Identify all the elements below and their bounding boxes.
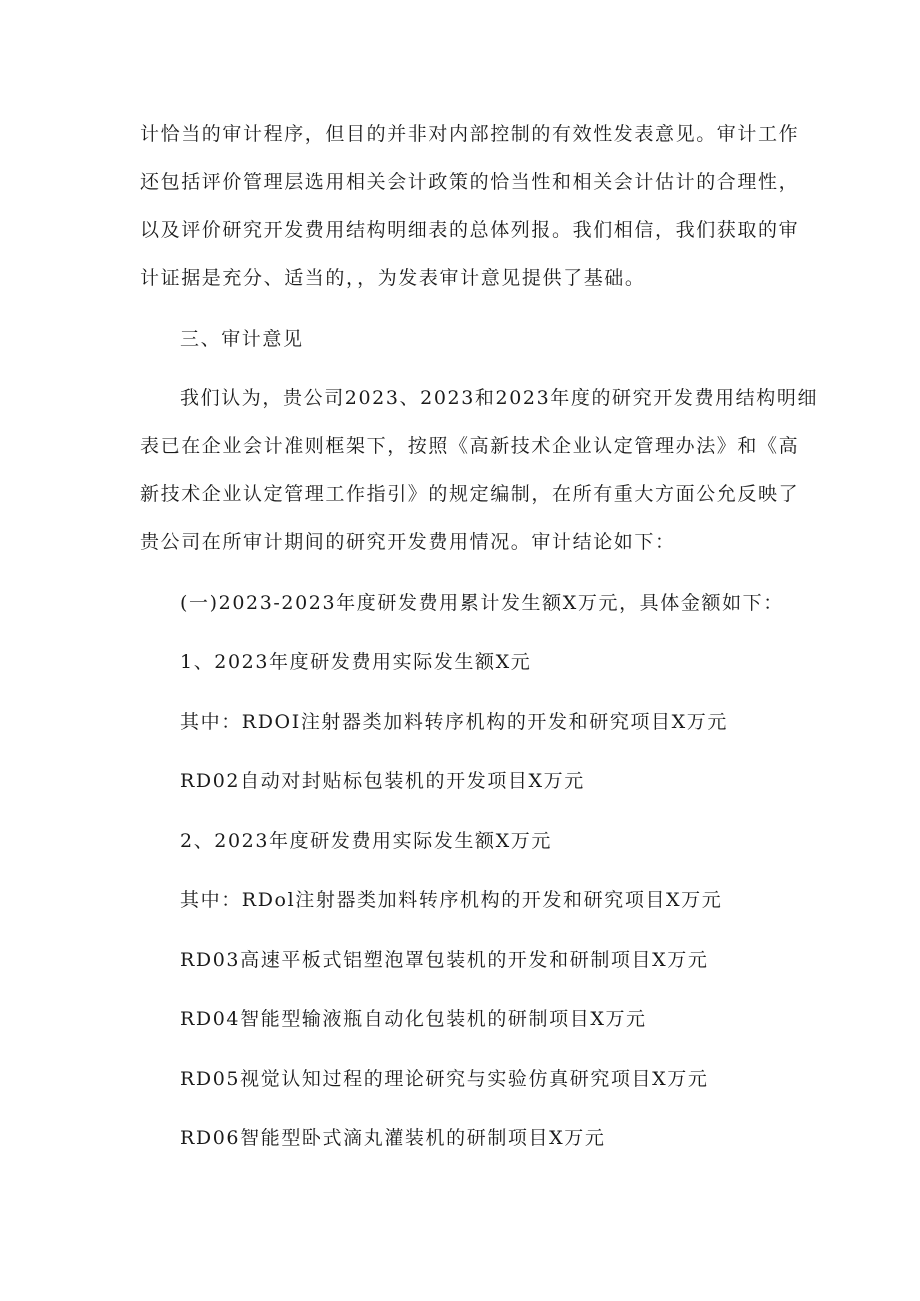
paragraph-line: 贵公司在所审计期间的研究开发费用情况。审计结论如下： xyxy=(140,531,676,553)
list-item: RD02自动对封贴标包装机的开发项目X万元 xyxy=(180,770,585,792)
list-item: RD05视觉认知过程的理论研究与实验仿真研究项目X万元 xyxy=(180,1068,709,1090)
list-item: 1、2023年度研发费用实际发生额X元 xyxy=(180,651,532,673)
paragraph-line: 表已在企业会计准则框架下，按照《高新技术企业认定管理办法》和《高 xyxy=(140,435,800,457)
list-item: 其中：RDol注射器类加料转序机构的开发和研究项目X万元 xyxy=(180,889,723,911)
paragraph-line: 新技术企业认定管理工作指引》的规定编制，在所有重大方面公允反映了 xyxy=(140,483,800,505)
list-item: 2、2023年度研发费用实际发生额X万元 xyxy=(180,830,552,852)
paragraph-line: 以及评价研究开发费用结构明细表的总体列报。我们相信，我们获取的审 xyxy=(140,219,800,241)
section-heading: 三、审计意见 xyxy=(180,328,304,350)
list-item: RD06智能型卧式滴丸灌装机的研制项目X万元 xyxy=(180,1127,606,1149)
list-item: RD03高速平板式铝塑泡罩包装机的开发和研制项目X万元 xyxy=(180,949,709,971)
paragraph-line: 还包括评价管理层选用相关会计政策的恰当性和相关会计估计的合理性， xyxy=(140,171,800,193)
list-item: 其中：RDOI注射器类加料转序机构的开发和研究项目X万元 xyxy=(180,711,728,733)
paragraph-line: 我们认为，贵公司2023、2023和2023年度的研究开发费用结构明细 xyxy=(180,387,819,409)
audit-opinion-paragraph xyxy=(140,387,819,553)
paragraph-line: 计证据是充分、适当的，，为发表审计意见提供了基础。 xyxy=(140,267,646,289)
paragraph-line: 计恰当的审计程序，但目的并非对内部控制的有效性发表意见。审计工作 xyxy=(140,123,800,145)
audit-work-paragraph xyxy=(140,123,800,289)
list-item: RD04智能型输液瓶自动化包装机的研制项目X万元 xyxy=(180,1008,647,1030)
list-item: (一)2023-2023年度研发费用累计发生额X万元，具体金额如下： xyxy=(180,592,784,614)
